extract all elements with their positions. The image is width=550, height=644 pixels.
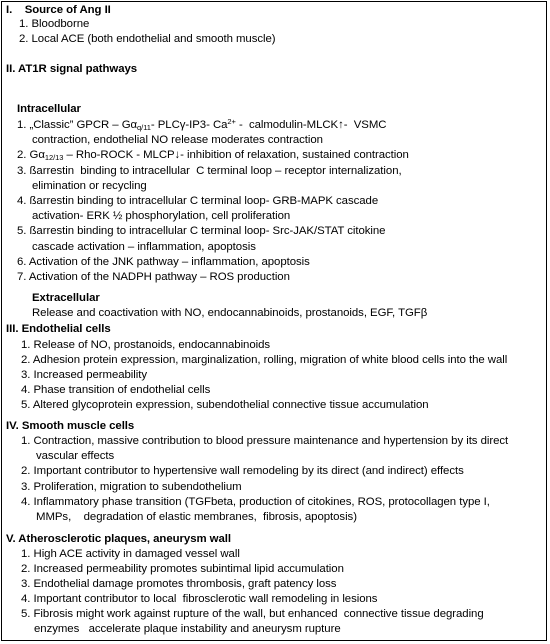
list-item: 5. Fibrosis might work against rupture of the wall, but enhanced connective tissue degrading: [21, 608, 484, 620]
list-item: 2. Adhesion protein expression, marginalization, rolling, migration of white blood cells into the wall: [21, 354, 508, 366]
section-title-source-of-ang-ii: I. Source of Ang II: [6, 4, 111, 16]
list-item: 5. ßarrestin binding to intracellular C terminal loop- Src-JAK/STAT citokine: [17, 225, 386, 237]
list-item: 2. Local ACE (both endothelial and smooth muscle): [19, 33, 276, 45]
list-item: 6. Activation of the JNK pathway – inflammation, apoptosis: [17, 256, 310, 268]
list-item: 3. Increased permeability: [21, 369, 148, 381]
list-item-continuation: contraction, endothelial NO release moderates contraction: [32, 134, 323, 146]
list-item: 5. Altered glycoprotein expression, subendothelial connective tissue accumulation: [21, 399, 429, 411]
list-item-continuation: elimination or recycling: [32, 180, 147, 192]
list-item: 3. Endothelial damage promotes thrombosis, graft patency loss: [21, 578, 337, 590]
section-title-smooth-muscle-cells: IV. Smooth muscle cells: [6, 420, 135, 432]
section-title-endothelial-cells: III. Endothelial cells: [6, 323, 111, 335]
list-item: 1. Bloodborne: [19, 18, 90, 30]
list-item: 4. ßarrestin binding to intracellular C terminal loop- GRB-MAPK cascade: [17, 195, 379, 207]
list-item: 4. Inflammatory phase transition (TGFbeta, production of citokines, ROS, protocollagen type I,: [21, 496, 490, 508]
list-item: 1. Contraction, massive contribution to blood pressure maintenance and hypertension by its direct: [21, 435, 509, 447]
section-title-at1r-signal-pathways: II. AT1R signal pathways: [6, 63, 138, 75]
section-title-atherosclerotic-plaques: V. Atherosclerotic plaques, aneurysm wall: [6, 533, 232, 545]
extracellular-text: Release and coactivation with NO, endocannabinoids, prostanoids, EGF, TGFβ: [32, 307, 428, 319]
list-item-continuation: activation- ERK ½ phosphorylation, cell proliferation: [32, 210, 291, 222]
list-item: 1. High ACE activity in damaged vessel wall: [21, 548, 240, 560]
subheading-extracellular: Extracellular: [32, 292, 100, 304]
list-item-continuation: enzymes accelerate plaque instability and aneurysm rupture: [34, 623, 341, 635]
list-item: 2. Important contributor to hypertensive wall remodeling by its direct (and indirect) effects: [21, 465, 464, 477]
list-item-continuation: vascular effects: [36, 450, 115, 462]
subheading-intracellular: Intracellular: [17, 103, 81, 115]
list-item: 4. Phase transition of endothelial cells: [21, 384, 211, 396]
list-item: 2. Increased permeability promotes subintimal lipid accumulation: [21, 563, 344, 575]
list-item: 1. „Classic” GPCR – $G\alpha_{q/11}-$ PLCγ-IP3- $Ca^{2+}$ - calmodulin-MLCK↑- VSMC: [17, 117, 387, 132]
list-item: 1. Release of NO, prostanoids, endocannabinoids: [21, 339, 271, 351]
list-item: 2. $G\alpha_{12/13}$ – Rho-ROCK - MLCP↓- inhibition of relaxation, sustained contraction: [17, 149, 409, 162]
list-item-continuation: cascade activation – inflammation, apoptosis: [32, 241, 256, 253]
list-item: 7. Activation of the NADPH pathway – ROS production: [17, 271, 290, 283]
list-item: 3. Proliferation, migration to subendothelium: [21, 481, 242, 493]
list-item: 3. ßarrestin binding to intracellular C terminal loop – receptor internalization,: [17, 165, 402, 177]
list-item-continuation: MMPs, degradation of elastic membranes, fibrosis, apoptosis): [36, 511, 357, 523]
list-item: 4. Important contributor to local fibrosclerotic wall remodeling in lesions: [21, 593, 378, 605]
